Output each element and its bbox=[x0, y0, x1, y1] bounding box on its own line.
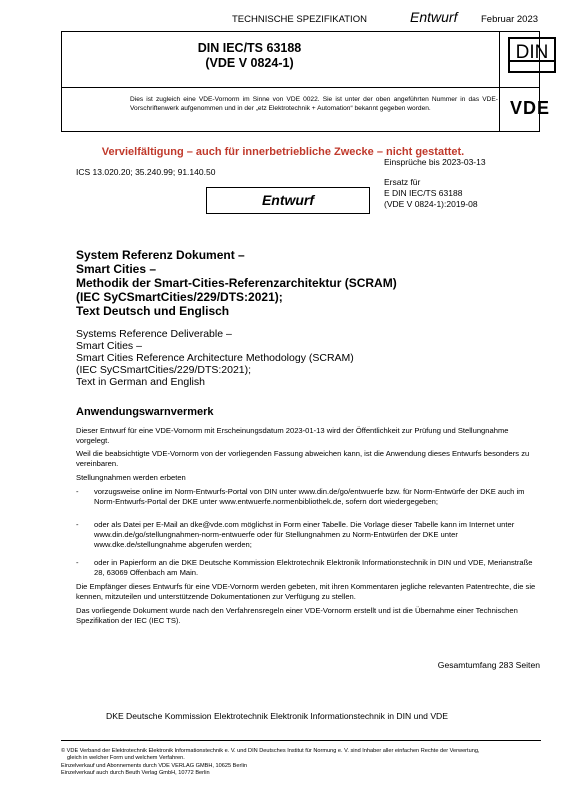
document-status: Entwurf bbox=[410, 9, 458, 25]
copyright-notice bbox=[61, 748, 541, 778]
bullet-item-paper: oder in Papierform an die DKE Deutsche Kommission Elektrotechnik Elektronik Informationstechnik in DIN und VDE, Merianstraße 28, 63069 Offenbach am Main. bbox=[94, 558, 533, 577]
document-number: DIN IEC/TS 63188 bbox=[197, 41, 302, 55]
title-en-line: Text in German and English bbox=[76, 376, 205, 388]
objection-deadline: Einsprüche bis 2023-03-13 bbox=[384, 157, 486, 167]
footer-rule bbox=[61, 740, 541, 741]
copyright-line: Einzelverkauf auch durch Beuth Verlag GmbH, 10772 Berlin bbox=[61, 770, 210, 777]
publication-date: Februar 2023 bbox=[481, 14, 539, 25]
bullet-mark: - bbox=[76, 487, 79, 496]
title-en-line: Smart Cities – bbox=[76, 340, 142, 352]
total-pages: Gesamtumfang 283 Seiten bbox=[437, 660, 540, 670]
title-english bbox=[76, 328, 354, 388]
section-heading: Anwendungswarnvermerk bbox=[76, 406, 214, 418]
bullet-item-email: oder als Datei per E-Mail an dke@vde.com möglichst in Form einer Tabelle. Die Vorlage dieser Tabelle kann im Internet unter www.din.de/go/stellungnahmen-norm-entwuerfe oder für Stellungnahmen zu Norm-Entwürfen der DKE unter www.dke.de/stellungnahme abgerufen werden; bbox=[94, 520, 515, 549]
title-de-line: Smart Cities – bbox=[76, 262, 157, 276]
paragraph-3: Stellungnahmen werden erbeten bbox=[76, 473, 186, 482]
title-de-line: Methodik der Smart-Cities-Referenzarchitektur (SCRAM) bbox=[76, 276, 397, 290]
box-divider-vertical bbox=[499, 32, 500, 131]
copyright-line: gleich in welcher Form und welchem Verfahren. bbox=[67, 755, 185, 762]
bullet-item-online: vorzugsweise online im Norm-Entwurfs-Portal von DIN unter www.din.de/go/entwuerfe bzw. für Norm-Entwürfe der DKE auch im Norm-Entwurfs-Portal der DKE unter www.entwuerfe.normenbibliothek.de, sofern dort wiedergegeben; bbox=[94, 487, 525, 506]
copyright-line: © VDE Verband der Elektrotechnik Elektronik Informationstechnik e. V. und DIN Deutsches Institut für Normung e. V. sind Inhaber aller einfachen Rechte der Verwertung, bbox=[61, 748, 480, 754]
paragraph-2: Weil die beabsichtigte VDE-Vornorm von der vorliegenden Fassung abweichen kann, ist die Anwendung dieses Entwurfs besonders zu vereinbaren. bbox=[76, 449, 530, 468]
din-logo bbox=[508, 37, 556, 73]
box-divider-horizontal bbox=[62, 87, 539, 88]
replacement-document: E DIN IEC/TS 63188 bbox=[384, 188, 463, 198]
publisher-footer: DKE Deutsche Kommission Elektrotechnik Elektronik Informationstechnik in DIN und VDE bbox=[106, 711, 448, 721]
title-en-line: (IEC SyCSmartCities/229/DTS:2021); bbox=[76, 364, 252, 376]
identification-box bbox=[61, 31, 551, 132]
title-de-line: (IEC SyCSmartCities/229/DTS:2021); bbox=[76, 290, 283, 304]
draft-stamp: Entwurf bbox=[206, 187, 370, 214]
paragraph-1: Dieser Entwurf für eine VDE-Vornorm mit Erscheinungsdatum 2023-01-13 wird der Öffentlichkeit zur Prüfung und Stellungnahme vorgelegt. bbox=[76, 426, 509, 445]
vde-number: (VDE V 0824-1) bbox=[205, 56, 294, 70]
vde-notice: Dies ist zugleich eine VDE-Vornorm im Sinne von VDE 0022. Sie ist unter der oben angeführten Nummer in das VDE-Vorschriftenwerk aufgenommen und in der „etz Elektrotechnik + Automation“ bekannt gegeben worden. bbox=[130, 96, 498, 112]
title-de-line: Text Deutsch und Englisch bbox=[76, 304, 230, 318]
title-en-line: Systems Reference Deliverable – bbox=[76, 328, 232, 340]
vde-logo: VDE bbox=[510, 98, 551, 118]
copyright-line: Einzelverkauf und Abonnements durch VDE VERLAG GMBH, 10625 Berlin bbox=[61, 762, 247, 769]
ics-codes: ICS 13.020.20; 35.240.99; 91.140.50 bbox=[76, 167, 216, 177]
paragraph-4: Die Empfänger dieses Entwurfs für eine VDE-Vornorm werden gebeten, mit ihren Kommentaren jegliche relevanten Patentrechte, die sie kennen, mitzuteilen und unterstützende Dokumentationen zur Verfügung zu stellen. bbox=[76, 582, 536, 601]
copy-warning: Vervielfältigung – auch für innerbetriebliche Zwecke – nicht gestattet. bbox=[101, 146, 465, 158]
replacement-vde: (VDE V 0824-1):2019-08 bbox=[384, 199, 478, 209]
bullet-mark: - bbox=[76, 520, 79, 529]
title-de-line: System Referenz Dokument – bbox=[76, 248, 245, 262]
paragraph-5: Das vorliegende Dokument wurde nach den Verfahrensregeln einer VDE-Vornorm erstellt und ist die Übernahme einer Technischen Spezifikation der IEC (IEC TS). bbox=[76, 606, 518, 625]
replacement-label: Ersatz für bbox=[384, 177, 421, 187]
din-logo-text: DIN bbox=[515, 42, 549, 63]
title-german bbox=[76, 248, 397, 318]
title-en-line: Smart Cities Reference Architecture Methodology (SCRAM) bbox=[76, 352, 354, 364]
bullet-mark: - bbox=[76, 558, 79, 567]
document-type: TECHNISCHE SPEZIFIKATION bbox=[232, 14, 367, 25]
